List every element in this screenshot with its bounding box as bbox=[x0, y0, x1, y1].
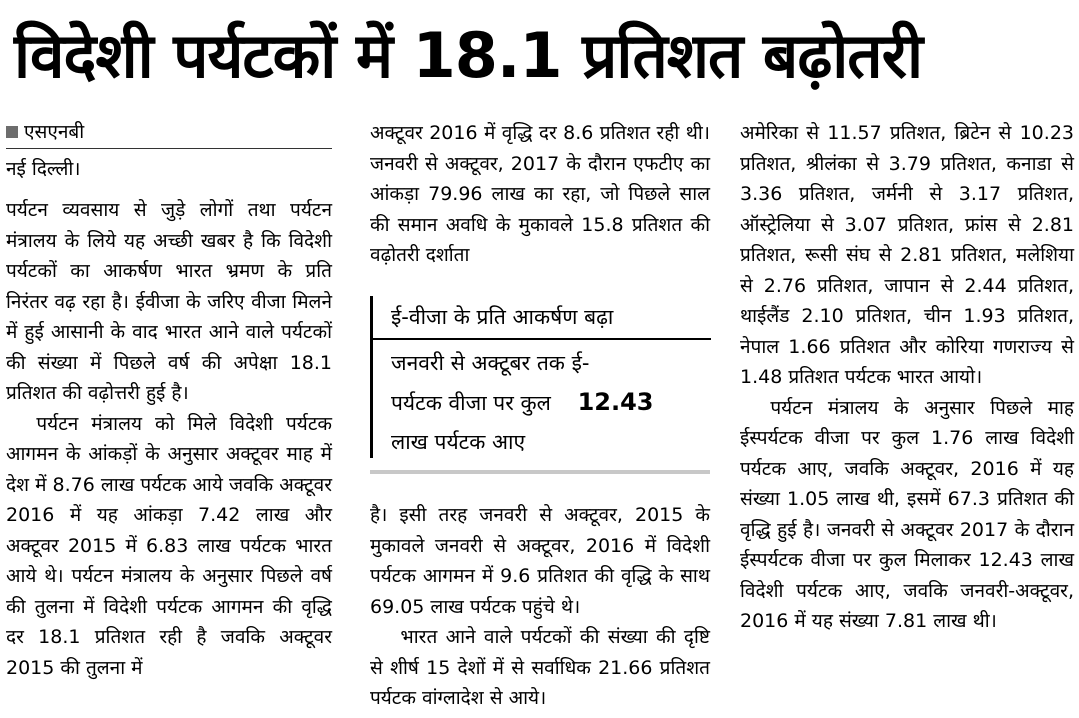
column-2-paragraph-2: है। इसी तरह जनवरी से अक्टूवर, 2015 के मुकावले जनवरी से अक्टूवर, 2016 में विदेशी पर्यटक आगमन में 9.6 प्रतिशत की वृद्धि के साथ 69.05 लाख पर्यटक पहुंचे थे। bbox=[370, 504, 710, 618]
highlight-number: 12.43 bbox=[577, 388, 654, 416]
dateline-place: नई दिल्ली। bbox=[6, 158, 81, 180]
section-separator bbox=[370, 470, 710, 474]
highlight-body bbox=[373, 340, 711, 462]
highlight-line-3: लाख पर्यटक आए bbox=[391, 430, 526, 454]
column-2-paragraph-3: भारत आने वाले पर्यटकों की संख्या की दृष्टि से शीर्ष 15 देशों में से सर्वाधिक 21.66 प्रतिशत पर्यटक वांग्लादेश से आये। bbox=[370, 626, 710, 709]
column-3-paragraph-2: पर्यटन मंत्रालय के अनुसार पिछले माह ईस्पर्यटक वीजा पर कुल 1.76 लाख विदेशी पर्यटक आए, जवकि अक्टूवर, 2016 में यह संख्या 1.05 लाख थी, इसमें 67.3 प्रतिशत की वृद्धि हुई है। जनवरी से अक्टूवर 2017 के दौरान ईस्पर्यटक वीजा पर कुल मिलाकर 12.43 लाख विदेशी पर्यटक आए, जवकि जनवरी-अक्टूवर, 2016 में यह संख्या 7.81 लाख थी। bbox=[740, 396, 1074, 632]
byline-agency: एसएनबी bbox=[24, 121, 85, 143]
column-1-paragraph-1: पर्यटन व्यवसाय से जुड़े लोगों तथा पर्यटन मंत्रालय के लिये यह अच्छी खबर है कि विदेशी पर्यटकों का आकर्षण भारत भ्रमण के प्रति निरंतर वढ़ रहा है। ईवीजा के जरिए वीजा मिलने में हुई आसानी के वाद भारत आने वाले पर्यटकों की संख्या में पिछले वर्ष की अपेक्षा 18.1 प्रतिशत की वढ़ोत्तरी हुई है। bbox=[6, 199, 332, 404]
column-2-top bbox=[370, 118, 710, 271]
bullet-square-icon bbox=[6, 126, 18, 138]
headline: विदेशी पर्यटकों में 18.1 प्रतिशत बढ़ोतरी bbox=[14, 19, 923, 92]
highlight-line-2 bbox=[391, 383, 711, 423]
column-3 bbox=[740, 118, 1074, 637]
column-3-paragraph-1: अमेरिका से 11.57 प्रतिशत, ब्रिटेन से 10.23 प्रतिशत, श्रीलंका से 3.79 प्रतिशत, कनाडा से 3.36 प्रतिशत, जर्मनी से 3.17 प्रतिशत, ऑस्ट्रेलिया से 3.07 प्रतिशत, फ्रांस से 2.81 प्रतिशत, रूसी संघ से 2.81 प्रतिशत, मलेशिया से 2.76 प्रतिशत, जापान से 2.44 प्रतिशत, थाईलैंड 2.10 प्रतिशत, चीन 1.93 प्रतिशत, नेपाल 1.66 प्रतिशत और कोरिया गणराज्य से 1.48 प्रतिशत पर्यटक भारत आयो। bbox=[740, 122, 1074, 388]
byline bbox=[6, 118, 332, 146]
column-1-paragraph-2: पर्यटन मंत्रालय को मिले विदेशी पर्यटक आगमन के आंकड़ों के अनुसार अक्टूवर माह में देश में 8.76 लाख पर्यटक आये जवकि अक्टूवर 2016 में यह आंकड़ा 7.42 लाख और अक्टूवर 2015 में 6.83 लाख पर्यटक भारत आये थे। पर्यटन मंत्रालय के अनुसार पिछले वर्ष की तुलना में विदेशी पर्यटक आगमन की वृद्धि दर 18.1 प्रतिशत रही है जवकि अक्टूवर 2015 की तुलना में bbox=[6, 412, 332, 679]
highlight-title: ई-वीजा के प्रति आकर्षण बढ़ा bbox=[373, 296, 711, 340]
column-2-bottom bbox=[370, 500, 710, 714]
column-1 bbox=[6, 118, 332, 683]
highlight-line-1: जनवरी से अक्टूबर तक ई- bbox=[391, 351, 590, 375]
highlight-line-2-text: पर्यटक वीजा पर कुल bbox=[391, 391, 551, 415]
byline-divider bbox=[6, 148, 332, 149]
column-2-paragraph-1: अक्टूवर 2016 में वृद्धि दर 8.6 प्रतिशत रही थी। जनवरी से अक्टूवर, 2017 के दौरान एफटीए का आंकड़ा 79.96 लाख का रहा, जो पिछले साल की समान अवधि के मुकावले 15.8 प्रतिशत की वढ़ोतरी दर्शाता bbox=[370, 122, 710, 266]
highlight-box bbox=[370, 296, 711, 458]
